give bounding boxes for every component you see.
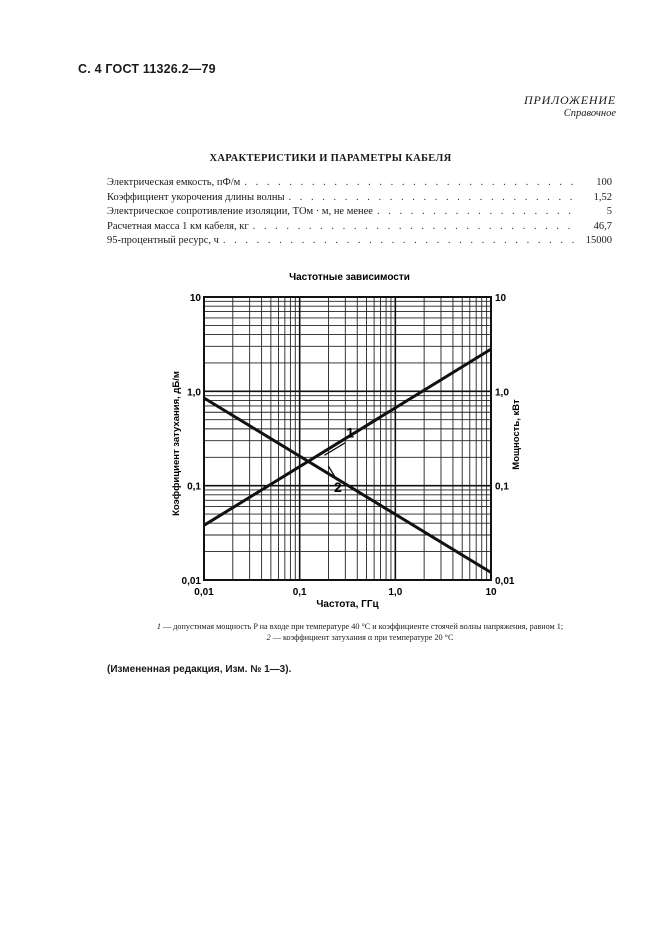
param-label: Электрическая емкость, пФ/м	[107, 177, 241, 188]
page-header: С. 4 ГОСТ 11326.2—79	[78, 62, 216, 76]
series-label-1: 1	[346, 424, 355, 441]
series-label-2: 2	[334, 478, 342, 495]
caption-line-2	[60, 632, 660, 643]
y-tick-label-right: 10	[495, 293, 507, 304]
param-label: Расчетная масса 1 км кабеля, кг	[107, 220, 249, 232]
param-label: Коэффициент укорочения длины волны	[107, 191, 285, 203]
y-tick-label-right: 1,0	[495, 387, 509, 399]
y-tick-label-left: 0,1	[187, 481, 201, 493]
param-value: 1,52	[593, 191, 612, 203]
y-tick-label-right: 0,1	[495, 481, 509, 493]
x-tick-label: 0,01	[194, 587, 214, 598]
chart-title: Частотные зависимости	[289, 272, 410, 283]
amendment-note: (Измененная редакция, Изм. № 1—3).	[107, 664, 292, 675]
y-tick-label-left: 10	[189, 293, 201, 304]
x-tick-label: 10	[485, 587, 497, 598]
caption-text: — коэффициент затухания α при температуре 20 °С	[270, 633, 454, 642]
y-tick-label-left: 0,01	[181, 576, 201, 587]
figure-caption	[60, 621, 660, 643]
x-axis-label: Частота, ГГц	[316, 599, 379, 610]
section-title: ХАРАКТЕРИСТИКИ И ПАРАМЕТРЫ КАБЕЛЯ	[209, 153, 452, 164]
x-tick-label: 1,0	[388, 587, 403, 598]
param-label: Электрическое сопротивление изоляции, ТОм · м, не менее	[107, 206, 373, 217]
param-value: 46,7	[593, 220, 612, 232]
x-tick-label: 0,1	[292, 587, 307, 598]
caption-number: 2	[266, 633, 271, 642]
y-axis-label-left: Коэффициент затухания, дБ/м	[171, 371, 182, 516]
param-value: 100	[596, 177, 612, 188]
caption-text: — допустимая мощность P на входе при температуре 40 °С и коэффициенте стоячей волны напряжения, равном 1;	[160, 622, 564, 631]
y-axis-label-right: Мощность, кВт	[511, 399, 522, 470]
param-value: 5	[606, 206, 612, 217]
param-value: 15000	[585, 235, 612, 246]
y-tick-label-right: 0,01	[495, 576, 515, 587]
appendix-subtitle: Справочное	[563, 108, 616, 119]
param-label: 95-процентный ресурс, ч	[107, 235, 219, 246]
appendix-title: ПРИЛОЖЕНИЕ	[524, 93, 616, 107]
caption-number: 1	[156, 622, 161, 631]
y-tick-label-left: 1,0	[187, 387, 201, 399]
caption-line-1	[60, 621, 660, 632]
